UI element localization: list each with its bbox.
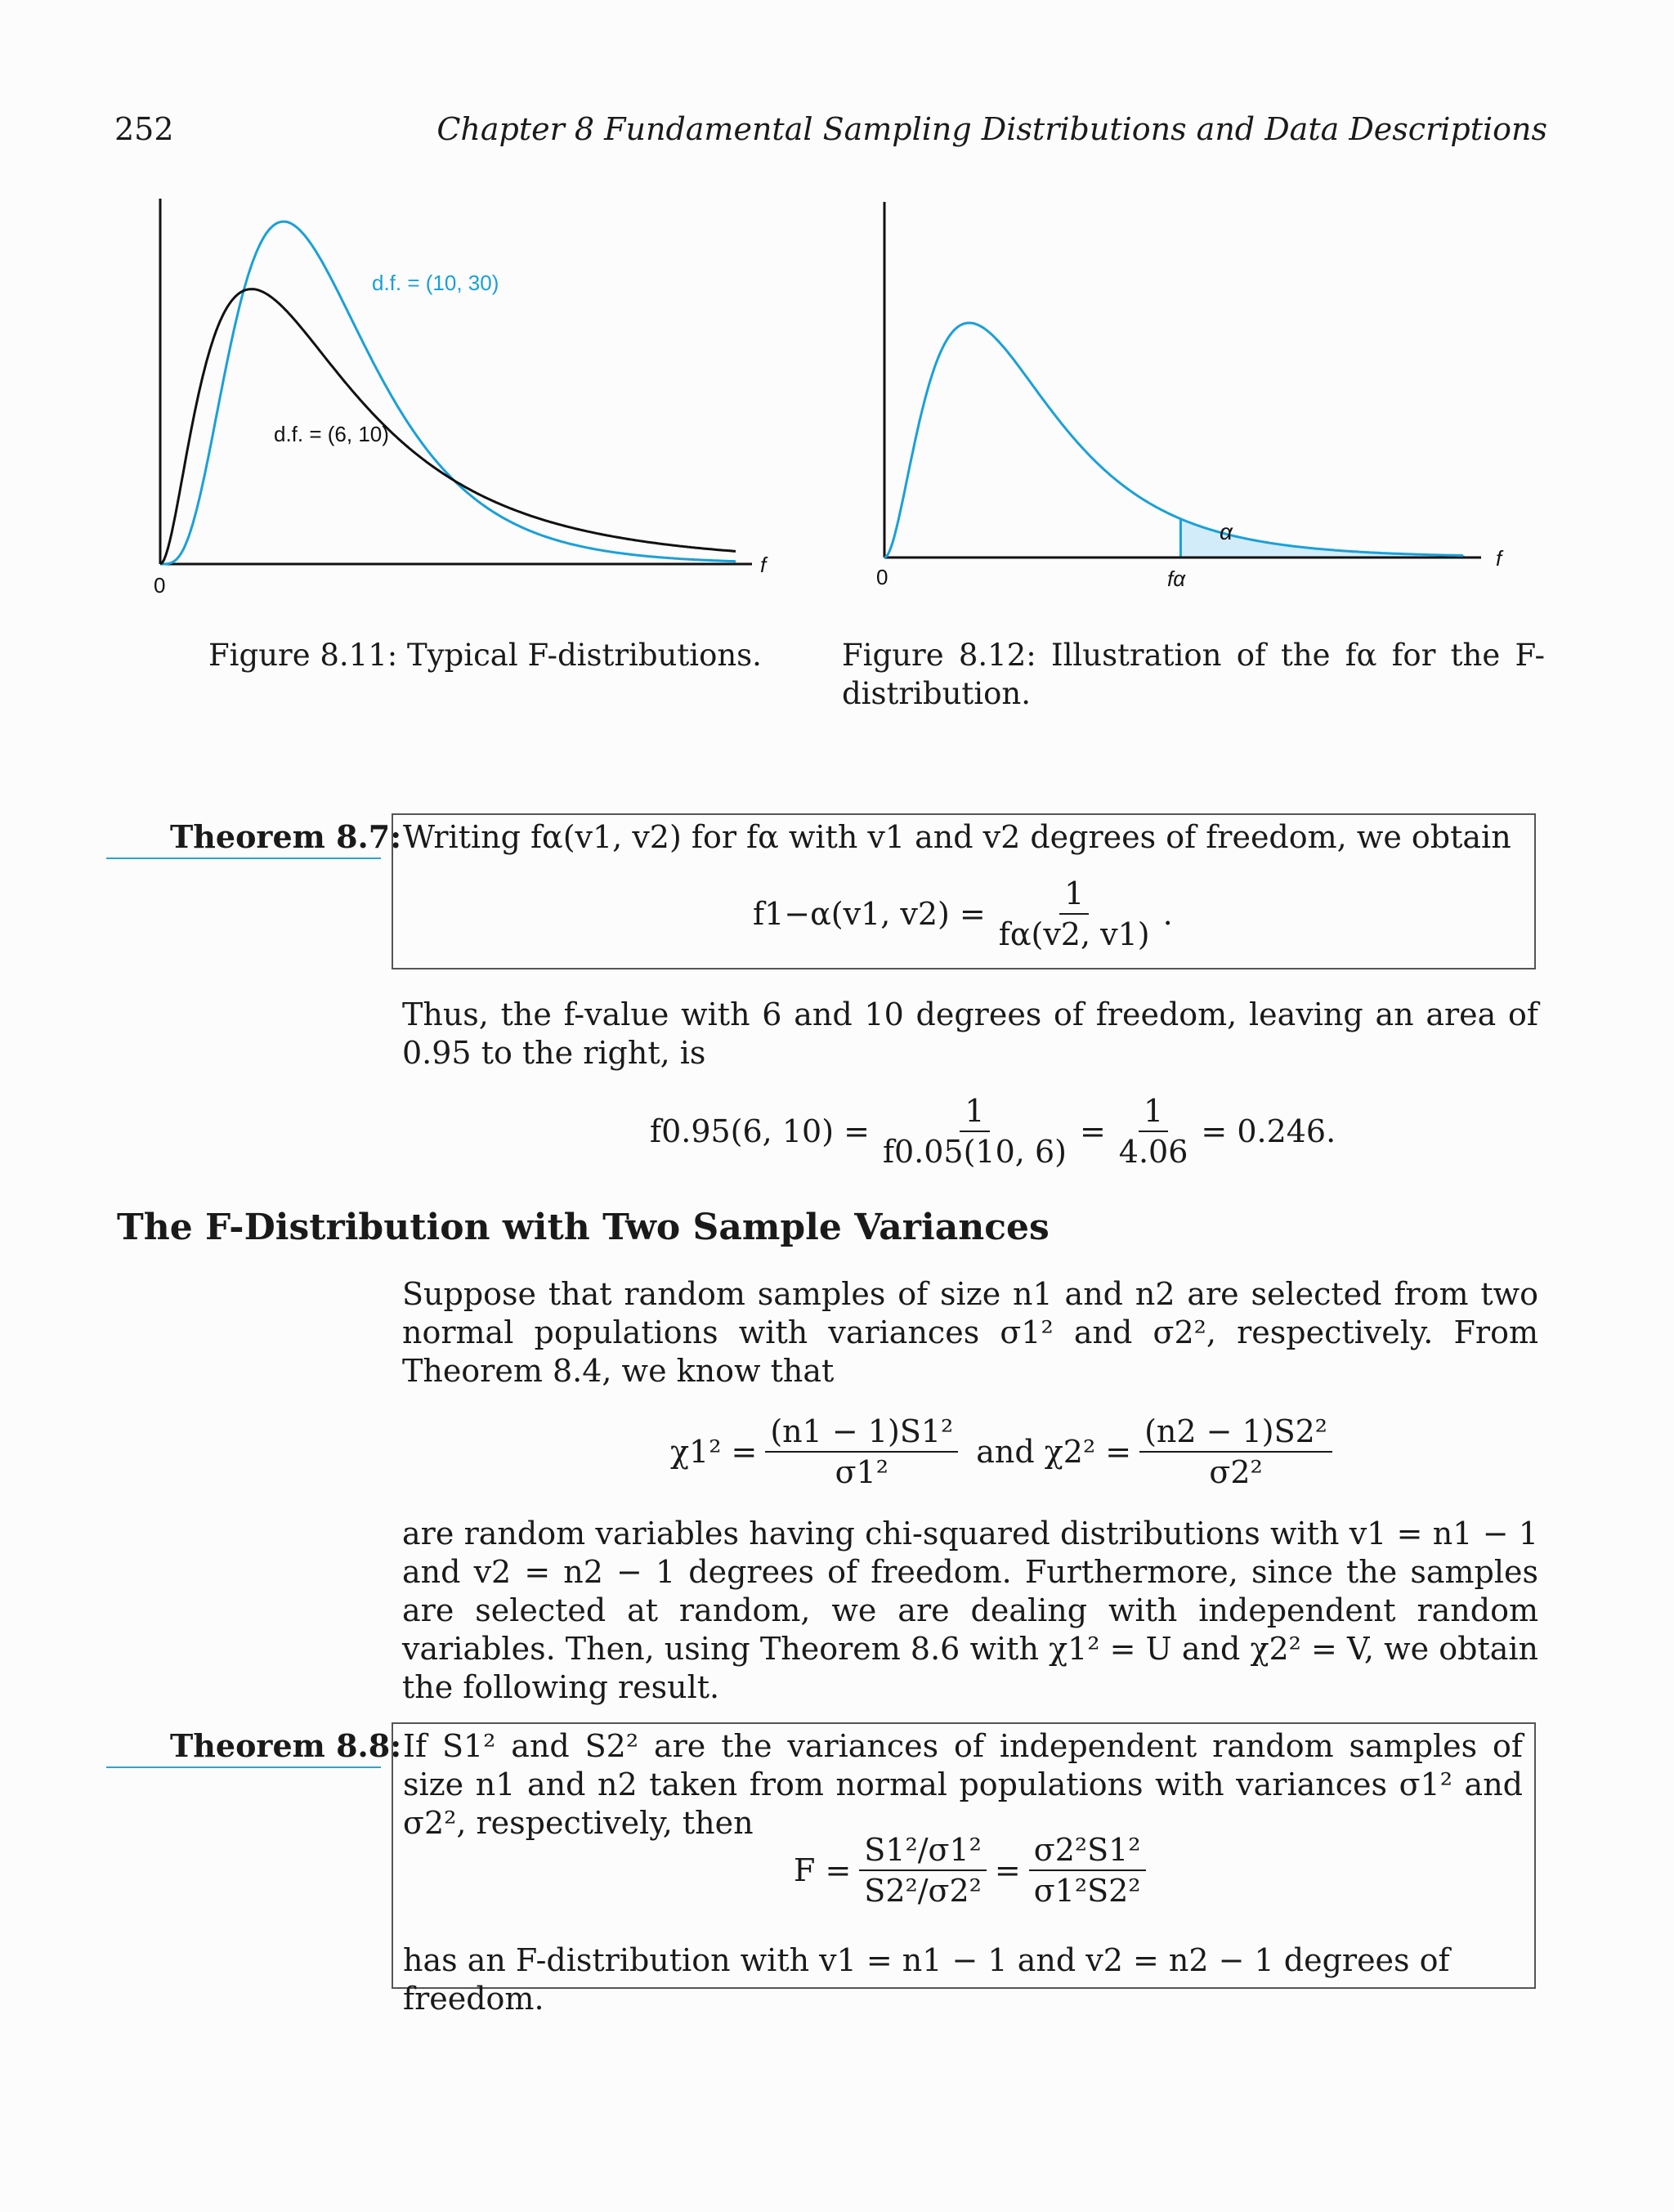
curve-df-6-10 — [160, 289, 736, 564]
section-paragraph-2: are random variables having chi-squared distributions with v1 = n1 − 1 and v2 = n2 − 1 degrees of freedom. Furthermore, since the samples are selected at random, we are dealing with independent random variables. Then, using Theorem 8.6 with χ1² = U and χ2² = V, we obtain the following result. — [402, 1516, 1538, 1705]
x-axis-label: f — [760, 553, 767, 577]
chi1-num: (n1 − 1)S1² — [765, 1412, 958, 1453]
theorem-8-7-lhs: f1−α(v1, v2) = — [753, 896, 986, 932]
figure-8-12-caption: Figure 8.12: Illustration of the fα for the F-distribution. — [842, 638, 1545, 711]
figure-8-11-caption: Figure 8.11: Typical F-distributions. — [208, 638, 762, 673]
example-equation — [650, 1091, 1336, 1171]
page-number: 252 — [114, 111, 174, 147]
chi2-lhs: χ2² = — [1044, 1434, 1132, 1470]
alpha-area-label: α — [1220, 519, 1233, 544]
theorem-8-7-statement: Writing fα(v1, v2) for fα with v1 and v2 degrees of freedom, we obtain — [403, 819, 1511, 855]
theorem-8-8-lhs: F = — [794, 1852, 852, 1888]
chi-square-equation — [670, 1412, 1341, 1492]
theorem-8-7-tail: . — [1162, 896, 1173, 932]
figure-8-11-chart — [147, 192, 785, 601]
section-paragraph-1: Suppose that random samples of size n1 and n2 are selected from two normal populations with variances σ1² and σ2², respectively. From Theorem 8.4, we know that — [402, 1276, 1538, 1389]
theorem-8-8-box — [392, 1722, 1536, 2017]
running-head: Chapter 8 Fundamental Sampling Distributions and Data Descriptions — [436, 111, 1547, 147]
chi2-fraction — [1139, 1412, 1332, 1492]
critical-value-label: fα — [1167, 566, 1186, 591]
example-frac1-den: f0.05(10, 6) — [882, 1134, 1067, 1170]
example-frac2-num: 1 — [1139, 1091, 1168, 1132]
chi2-num: (n2 − 1)S2² — [1139, 1412, 1332, 1453]
theorem-8-7-box — [392, 813, 1536, 969]
theorem-8-7-label: Theorem 8.7: — [170, 818, 402, 855]
chi1-den: σ1² — [835, 1454, 888, 1490]
example-text: Thus, the f-value with 6 and 10 degrees of freedom, leaving an area of 0.95 to the right, is — [402, 996, 1538, 1071]
example-frac1-num: 1 — [960, 1091, 989, 1132]
theorem-8-8-equation — [794, 1830, 1154, 1910]
theorem-8-7-fraction — [994, 874, 1155, 954]
theorem-8-8-num2: σ2²S1² — [1029, 1830, 1146, 1871]
theorem-8-8-den1: S2²/σ2² — [864, 1873, 982, 1909]
chi1-lhs: χ1² = — [670, 1434, 758, 1470]
theorem-8-7-num: 1 — [1059, 874, 1089, 915]
example-fraction-1 — [878, 1091, 1072, 1171]
theorem-8-8-den2: σ1²S2² — [1033, 1873, 1141, 1909]
origin-label: 0 — [876, 565, 888, 589]
theorem-8-8-fraction-1 — [859, 1830, 987, 1910]
theorem-8-8-num1: S1²/σ1² — [859, 1830, 987, 1871]
chi-and: and — [976, 1434, 1035, 1470]
figure-8-12-chart — [866, 192, 1537, 601]
theorem-8-7-equation — [753, 874, 1173, 954]
f-density-curve — [884, 323, 1463, 557]
example-frac2-den: 4.06 — [1118, 1134, 1188, 1170]
theorem-8-8-rule — [106, 1766, 381, 1768]
example-lhs: f0.95(6, 10) = — [650, 1113, 870, 1149]
section-heading: The F-Distribution with Two Sample Variances — [117, 1207, 1050, 1248]
example-eq-sign: = — [1079, 1113, 1106, 1149]
theorem-8-8-conclusion: has an F-distribution with v1 = n1 − 1 and v2 = n2 − 1 degrees of freedom. — [403, 1942, 1450, 2017]
theorem-8-7-rule — [106, 857, 381, 859]
example-fraction-2 — [1114, 1091, 1193, 1171]
origin-label: 0 — [154, 573, 166, 598]
chi1-fraction — [765, 1412, 958, 1492]
theorem-8-8-statement: If S1² and S2² are the variances of independent random samples of size n1 and n2 taken from normal populations with variances σ1² and σ2², respectively, then — [403, 1728, 1523, 1841]
theorem-8-8-label: Theorem 8.8: — [170, 1727, 402, 1764]
curve-label-df-6-10: d.f. = (6, 10) — [274, 422, 389, 446]
x-axis-label: f — [1496, 546, 1502, 571]
theorem-8-7-den: fα(v2, v1) — [998, 916, 1150, 952]
curve-label-df-10-30: d.f. = (10, 30) — [372, 271, 499, 295]
theorem-8-8-eq-sign: = — [994, 1852, 1021, 1888]
theorem-8-8-fraction-2 — [1029, 1830, 1146, 1910]
example-result: = 0.246. — [1201, 1113, 1336, 1149]
chi2-den: σ2² — [1209, 1454, 1263, 1490]
